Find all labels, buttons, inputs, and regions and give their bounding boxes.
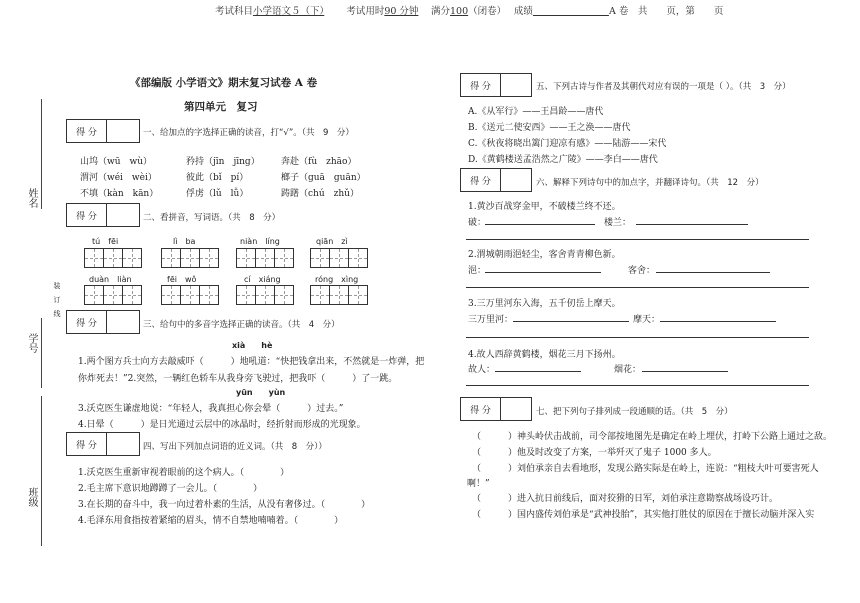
section-3-title: 三、给句中的多音字选择正确的读音。（共 4 分） [143, 320, 340, 330]
translation-line[interactable] [466, 385, 809, 386]
translation-line[interactable] [466, 239, 809, 240]
answer-blank[interactable] [495, 371, 581, 372]
answer-label: 浥： [468, 266, 487, 276]
char-grid[interactable] [161, 248, 218, 268]
char-grid[interactable] [310, 285, 367, 305]
section-1-title: 一、给加点的字选择正确的读音，打“√”。（共 9 分） [143, 128, 354, 138]
score-box-label: 得 分 [67, 120, 107, 142]
char-grid[interactable] [236, 285, 293, 305]
section-6-title: 六、解释下列诗句中的加点字，并翻译诗句。（共 12 分） [536, 178, 764, 188]
score-box-label: 得 分 [461, 169, 501, 191]
score-label: 成绩 [513, 6, 533, 17]
subject-value: 小学语文５（下） [253, 6, 325, 17]
answer-label: 楼兰： [604, 218, 632, 228]
option-d[interactable]: D.《黄鹤楼送孟浩然之广陵》——李白——唐代 [468, 155, 658, 165]
s1-item[interactable]: 踌躇（chú zhǔ） [281, 189, 359, 199]
pinyin-label: tú fēi [92, 237, 119, 246]
poem-line: 3.三万里河东入海，五千仞岳上摩天。 [468, 299, 621, 309]
name-label: 姓名 [26, 188, 37, 208]
s1-item[interactable]: 矜持（jīn jīng） [186, 157, 260, 167]
pinyin-label: niàn líng [240, 237, 280, 246]
char-grid[interactable] [310, 248, 367, 268]
full-label: 满分 [430, 6, 450, 17]
score-blank[interactable] [533, 6, 609, 17]
section-2-title: 二、看拼音，写词语。（共 8 分） [143, 213, 281, 223]
sentence-item[interactable]: （ ）刘伯承亲自去看地形，发现公路实际是在岭上，连说：“粗枝大叶可要害死人 [472, 464, 819, 474]
pinyin-label: róng xìng [315, 275, 359, 284]
option-b[interactable]: B.《送元二使安西》——王之涣——唐代 [468, 123, 631, 133]
score-box-1[interactable] [66, 119, 140, 143]
score-box-5[interactable] [460, 73, 532, 97]
sentence-item[interactable]: （ ）进入抗日前线后，面对狡猾的日军，刘伯承注意勘察战场设巧计。 [472, 494, 779, 504]
time-label: 考试用时 [346, 6, 385, 17]
closed-label: （闭卷） [468, 6, 502, 17]
sentence-item[interactable]: （ ）神头岭伏击战前，司令部按地图先是确定在岭上埋伏，打岭下公路上通过之敌。 [472, 432, 833, 442]
score-box-label: 得 分 [67, 433, 107, 455]
answer-label: 破： [468, 218, 487, 228]
translation-line[interactable] [466, 287, 809, 288]
char-grid[interactable] [236, 248, 293, 268]
score-box-label: 得 分 [461, 74, 501, 96]
seal-line-label: 装 订 线 [53, 282, 61, 317]
char-grid[interactable] [161, 285, 218, 305]
pinyin-options: yūn yùn [236, 388, 286, 397]
id-label: 学号 [26, 333, 37, 353]
char-grid[interactable] [84, 248, 141, 268]
score-box-4[interactable] [66, 432, 140, 456]
s1-item[interactable]: 榔子（guā guān） [281, 173, 366, 183]
s3-line: 1.两个图方兵士向方去敲威吓（ ）地吼道：“快把钱拿出来，不然就是一炸弹，把 [78, 357, 425, 367]
answer-blank[interactable] [636, 224, 748, 225]
answer-label: 故人： [468, 365, 496, 375]
score-box-7[interactable] [460, 397, 532, 421]
time-value: 90 分钟 [384, 6, 419, 17]
s4-line: 4.毛泽东用食指按着紧缩的眉头，情不自禁地喃喃着。（ ） [78, 516, 344, 526]
answer-label: 客舍： [628, 266, 656, 276]
binding-line [41, 318, 42, 388]
exam-header [215, 3, 723, 17]
score-box-label: 得 分 [67, 311, 107, 333]
full-value: 100 [449, 6, 469, 17]
s3-line: 4.日晕（ ）是日光通过云层中的冰晶时，经折射而形成的光现象。 [78, 420, 366, 430]
s1-item[interactable]: 彼此（bǐ pí） [186, 173, 249, 183]
pinyin-label: qiān zì [316, 237, 348, 246]
score-box-3[interactable] [66, 310, 140, 334]
option-c[interactable]: C.《秋夜将晓出篱门迎凉有感》——陆游——宋代 [468, 139, 667, 149]
answer-blank[interactable] [513, 321, 629, 322]
poem-line: 4.故人西辞黄鹤楼，烟花三月下扬州。 [468, 350, 621, 360]
s1-item[interactable]: 渭河（wéi wèi） [80, 173, 157, 183]
score-box-label: 得 分 [67, 204, 107, 226]
sentence-item[interactable]: （ ）国内盛传刘伯承是“武神投胎”，其实他打胜仗的原因在于擅长动脑并深入实 [472, 510, 815, 520]
binding-line [41, 396, 42, 546]
char-grid[interactable] [84, 285, 141, 305]
pinyin-label: fēi wǒ [167, 275, 197, 284]
section-4-title: 四、写出下列加点词语的近义词。（共 8 分）） [143, 442, 327, 452]
score-box-label: 得 分 [461, 398, 501, 420]
answer-blank[interactable] [656, 272, 770, 273]
score-box-6[interactable] [460, 168, 532, 192]
paper-subtitle: 第四单元 复习 [184, 101, 258, 113]
answer-blank[interactable] [642, 371, 728, 372]
s1-item[interactable]: 山坞（wū wù） [80, 157, 153, 167]
class-label: 班级 [26, 487, 37, 507]
s1-item[interactable]: 不填（kàn kān） [80, 189, 159, 199]
poem-line: 2.渭城朝雨浥轻尘，客舍青青柳色新。 [468, 250, 621, 260]
section-7-title: 七、把下列句子排列成一段通顺的话。（共 5 分） [536, 407, 733, 417]
paper-title: 《部编版 小学语文》期末复习试卷 A 卷 [130, 77, 318, 89]
s4-line: 1.沃克医生重新审视着眼前的这个病人。（ ） [78, 468, 290, 478]
pinyin-label: duàn liàn [89, 275, 132, 284]
binding-line [41, 99, 42, 209]
s1-item[interactable]: 俘虏（lǔ lǚ） [186, 189, 249, 199]
sentence-item-cont: 啊！” [467, 479, 490, 489]
score-box-2[interactable] [66, 203, 140, 227]
translation-line[interactable] [466, 337, 809, 338]
answer-label: 摩天： [633, 315, 661, 325]
option-a[interactable]: A.《从军行》——王昌龄——唐代 [468, 107, 604, 117]
answer-blank[interactable] [485, 224, 595, 225]
s4-line: 2.毛主席下意识地蹲蹲了一会儿。（ ） [78, 484, 263, 494]
s3-line: 你炸死去！”2.突然，一辆红色轿车从我身旁飞驶过，把我吓（ ）了一跳。 [78, 374, 398, 384]
section-5-title: 五、下列古诗与作者及其朝代对应有误的一项是（ ）。（共 3 分） [536, 82, 791, 92]
subject-label: 考试科目 [215, 6, 254, 17]
pinyin-options: xià hè [232, 341, 273, 350]
poem-line: 1.黄沙百战穿金甲，不破楼兰终不还。 [468, 202, 621, 212]
pinyin-label: lì ba [173, 237, 196, 246]
s3-line: 3.沃克医生谦虚地说：“年轻人，我真担心你会晕（ ）过去。” [78, 404, 344, 414]
answer-blank[interactable] [660, 321, 776, 322]
sentence-item[interactable]: （ ）他及时改变了方案，一举歼灭了鬼子 1000 多人。 [472, 448, 717, 458]
pinyin-label: cí xiáng [244, 275, 281, 284]
answer-blank[interactable] [485, 272, 601, 273]
s1-item[interactable]: 奔赴（fù zhāo） [281, 157, 357, 167]
answer-label: 三万里河： [468, 315, 514, 325]
answer-label: 烟花： [614, 365, 642, 375]
paper-label: A 卷 共 页，第 页 [608, 6, 724, 17]
s4-line: 3.在长期的奋斗中，我一向过着朴素的生活，从没有奢侈过。（ ） [78, 500, 371, 510]
